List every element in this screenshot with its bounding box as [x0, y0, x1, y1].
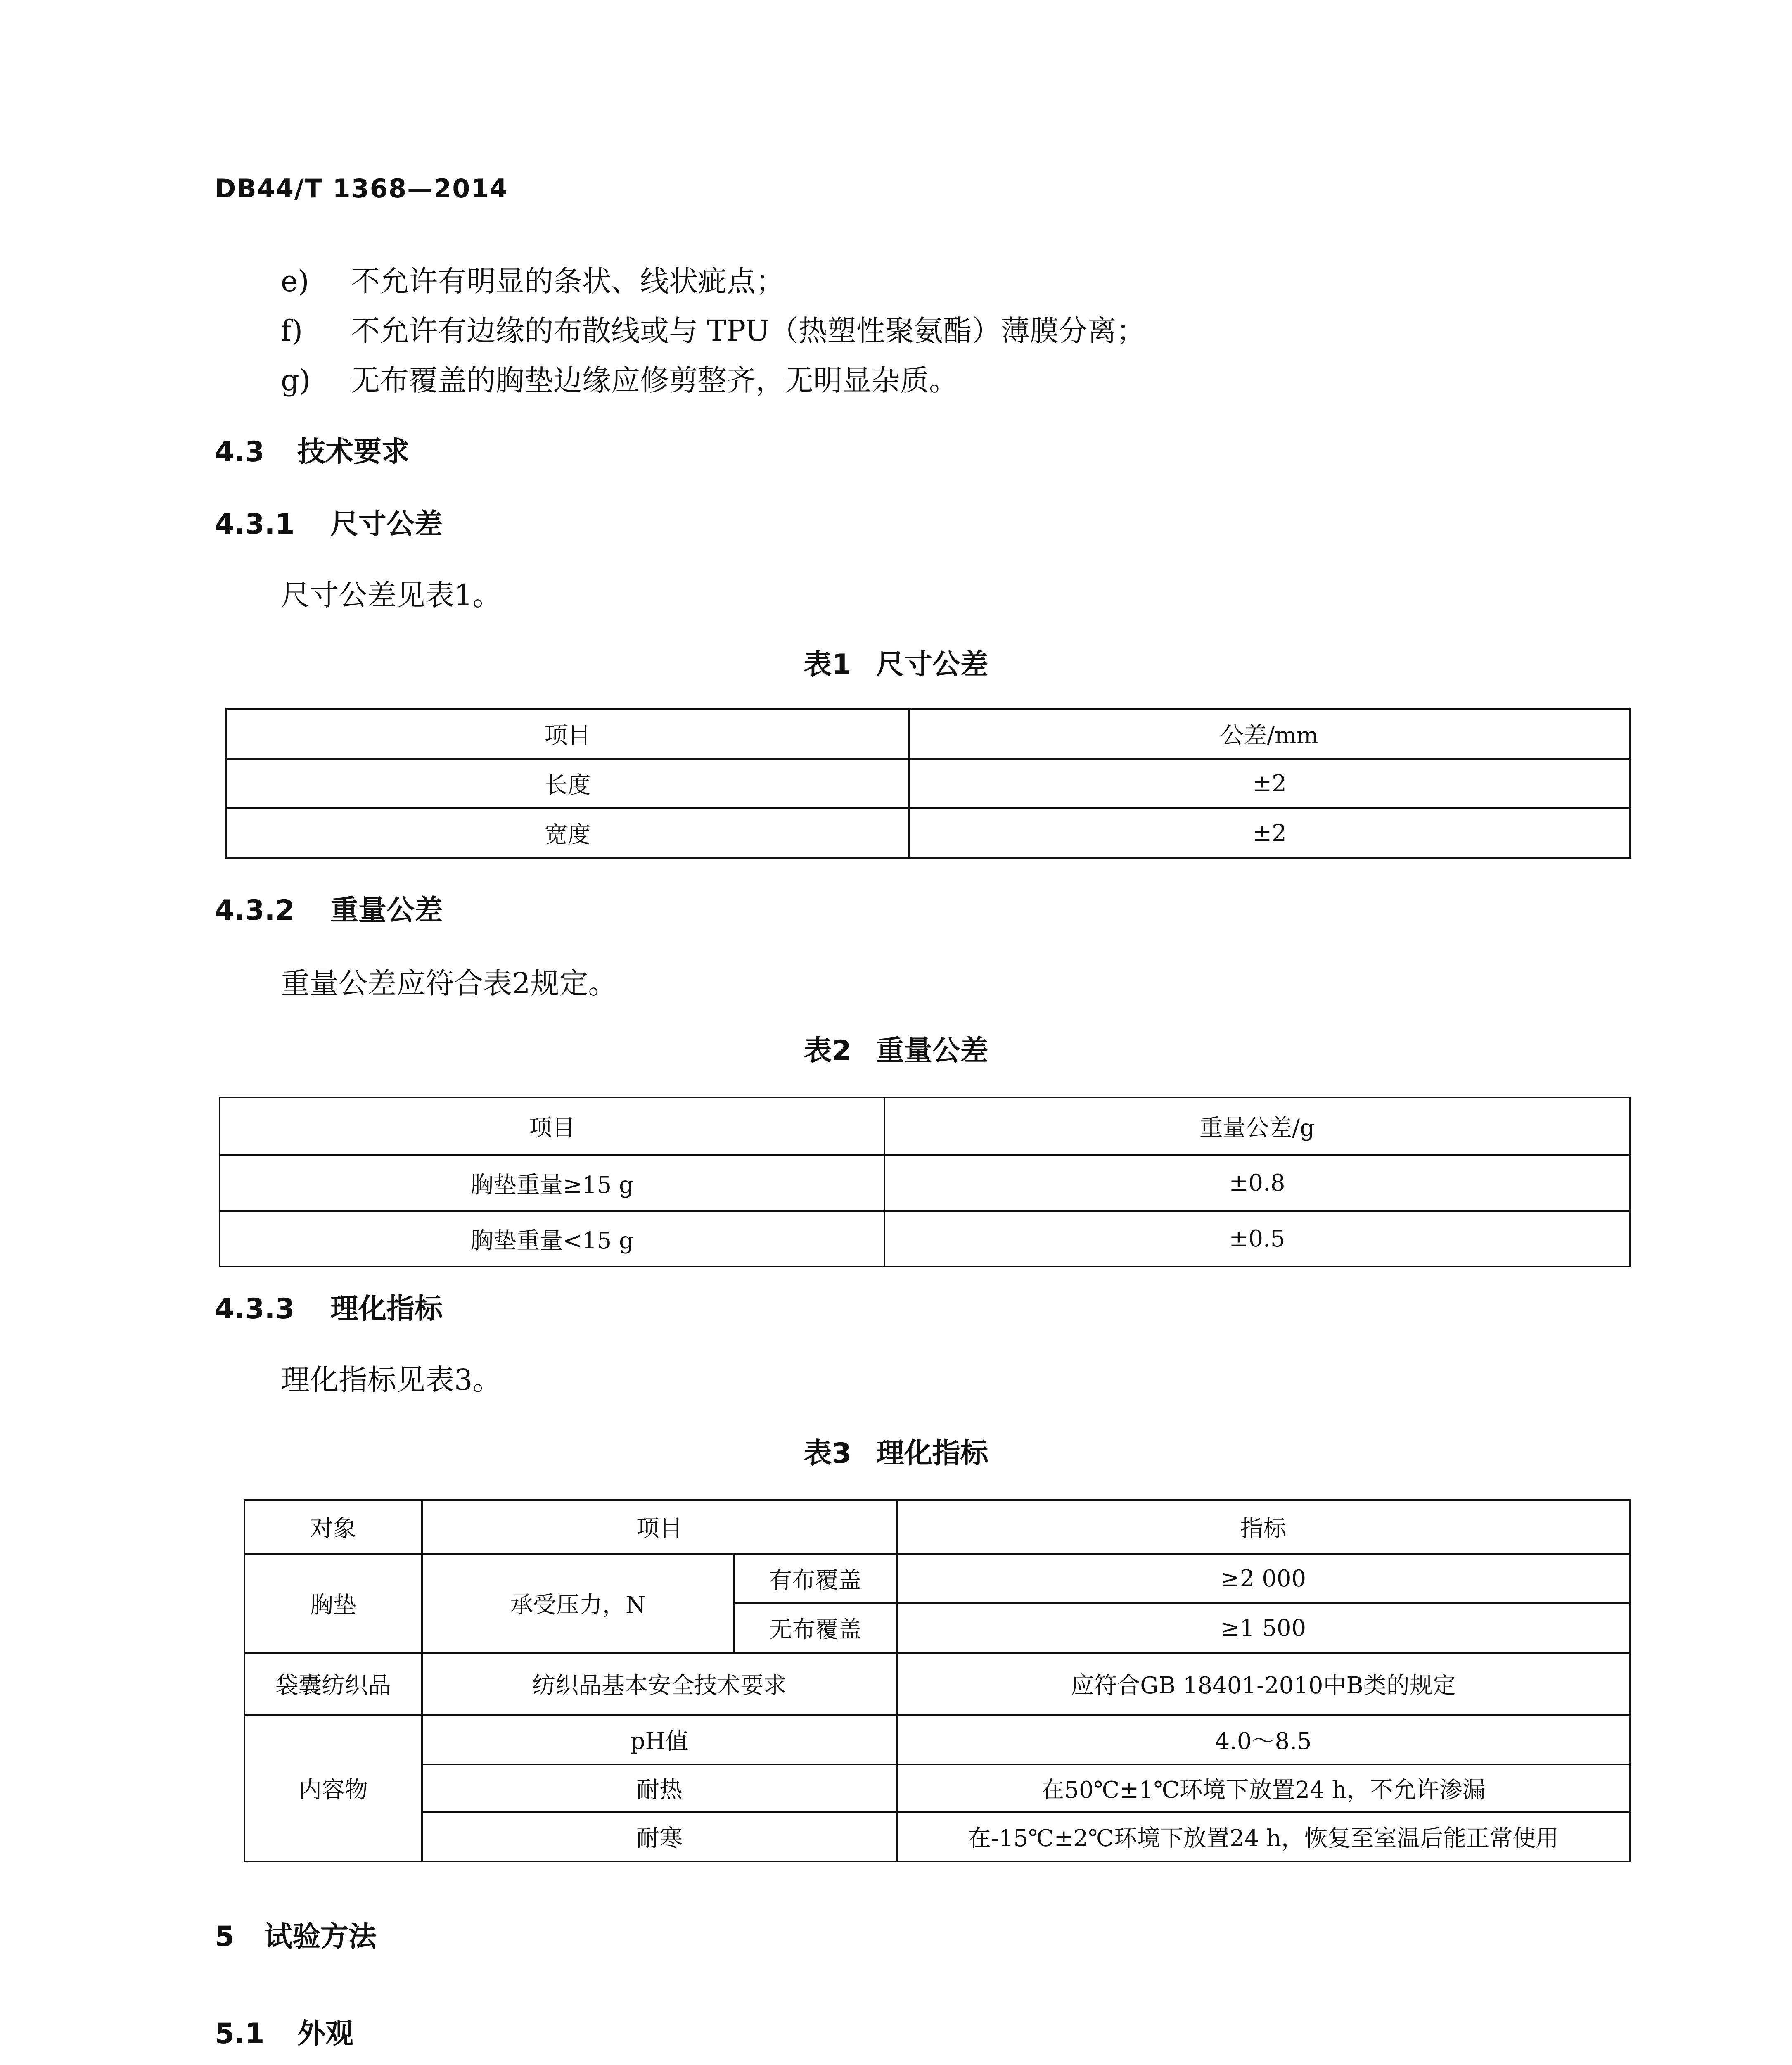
section-heading-4-3-3	[215, 1286, 443, 1327]
table-cell: 耐寒	[422, 1812, 897, 1861]
table-cell: 4.0～8.5	[897, 1715, 1630, 1764]
table-cell: 应符合GB 18401-2010中B类的规定	[897, 1653, 1630, 1715]
section-heading-4-3-2	[215, 888, 443, 928]
table-caption-title: 重量公差	[876, 1035, 988, 1067]
table-row	[244, 1653, 1630, 1715]
table-header-cell: 公差/mm	[909, 709, 1630, 759]
list-item-text: 无布覆盖的胸垫边缘应修剪整齐，无明显杂质。	[351, 363, 958, 397]
list-item-text: 不允许有明显的条状、线状疵点；	[351, 264, 785, 298]
table-caption-title: 理化指标	[876, 1437, 988, 1470]
table-cell: 胸垫重量≥15 g	[220, 1155, 884, 1211]
list-item-label: g)	[281, 363, 311, 397]
section-title: 理化指标	[330, 1293, 443, 1325]
section-title: 外观	[297, 2018, 354, 2050]
table-cell: 纺织品基本安全技术要求	[422, 1653, 897, 1715]
list-item-label: f)	[281, 314, 303, 348]
table-row	[226, 759, 1630, 808]
table-row	[244, 1764, 1630, 1812]
table-cell: 承受压力，N	[422, 1554, 734, 1653]
section-number: 5	[215, 1920, 235, 1953]
table-caption-number: 表2	[804, 1035, 851, 1067]
table-header-cell: 项目	[422, 1500, 897, 1554]
section-number: 4.3.2	[215, 894, 295, 927]
section-number: 4.3.1	[215, 508, 295, 541]
table-header-cell: 对象	[244, 1500, 422, 1554]
table-cell: 在-15℃±2℃环境下放置24 h，恢复至室温后能正常使用	[897, 1812, 1630, 1861]
table-header-cell: 指标	[897, 1500, 1630, 1554]
section-title: 技术要求	[297, 436, 410, 468]
section-paragraph: 重量公差应符合表2规定。	[281, 966, 617, 1000]
table-row	[220, 1211, 1630, 1267]
table2-weight-tolerance	[219, 1097, 1631, 1267]
table-cell: 有布覆盖	[734, 1554, 897, 1603]
table-cell: 胸垫重量<15 g	[220, 1211, 884, 1267]
table-cell-object: 内容物	[244, 1715, 422, 1861]
section-heading-4-3	[215, 430, 410, 470]
table-cell-object: 胸垫	[244, 1554, 422, 1653]
section-number: 4.3	[215, 436, 265, 468]
table-cell: 无布覆盖	[734, 1603, 897, 1653]
table-cell: 在50℃±1℃环境下放置24 h，不允许渗漏	[897, 1764, 1630, 1812]
section-title: 重量公差	[330, 894, 443, 927]
table-row	[244, 1812, 1630, 1861]
table1-dimension-tolerance	[225, 708, 1631, 859]
table-cell: ±0.8	[884, 1155, 1630, 1211]
table-cell: 耐热	[422, 1764, 897, 1812]
table-row	[220, 1155, 1630, 1211]
table3-physicochemical-indices	[244, 1499, 1631, 1862]
list-item-label: e)	[281, 264, 309, 298]
table2-caption	[0, 1028, 1792, 1068]
table1-caption	[0, 642, 1792, 682]
table-row	[226, 808, 1630, 858]
section-paragraph: 理化指标见表3。	[281, 1363, 502, 1397]
section-title: 试验方法	[264, 1920, 377, 1953]
table-caption-number: 表3	[804, 1437, 851, 1470]
section-heading-5	[215, 1914, 377, 1954]
table-cell: ±2	[909, 808, 1630, 858]
table3-caption	[0, 1431, 1792, 1471]
section-paragraph: 尺寸公差见表1。	[281, 578, 502, 612]
table-caption-number: 表1	[804, 648, 851, 681]
table-header-cell: 重量公差/g	[884, 1097, 1630, 1155]
table-cell: pH值	[422, 1715, 897, 1764]
list-item-text: 不允许有边缘的布散线或与 TPU（热塑性聚氨酯）薄膜分离；	[351, 314, 1145, 348]
section-heading-5-1	[215, 2011, 353, 2051]
list-item	[281, 308, 1145, 349]
section-number: 4.3.3	[215, 1293, 295, 1325]
list-item	[281, 357, 958, 399]
table-row	[244, 1554, 1630, 1603]
table-cell: ≥2 000	[897, 1554, 1630, 1603]
section-title: 尺寸公差	[330, 508, 443, 541]
document-code-header: DB44/T 1368—2014	[215, 173, 508, 204]
table-cell: 长度	[226, 759, 909, 808]
table-cell: ±0.5	[884, 1211, 1630, 1267]
section-number: 5.1	[215, 2018, 265, 2050]
table-caption-title: 尺寸公差	[876, 648, 988, 681]
table-cell-object: 袋囊纺织品	[244, 1653, 422, 1715]
table-cell: ±2	[909, 759, 1630, 808]
list-item	[281, 258, 785, 300]
section-heading-4-3-1	[215, 502, 443, 542]
table-header-cell: 项目	[220, 1097, 884, 1155]
table-row	[244, 1715, 1630, 1764]
table-cell: ≥1 500	[897, 1603, 1630, 1653]
table-cell: 宽度	[226, 808, 909, 858]
table-header-cell: 项目	[226, 709, 909, 759]
